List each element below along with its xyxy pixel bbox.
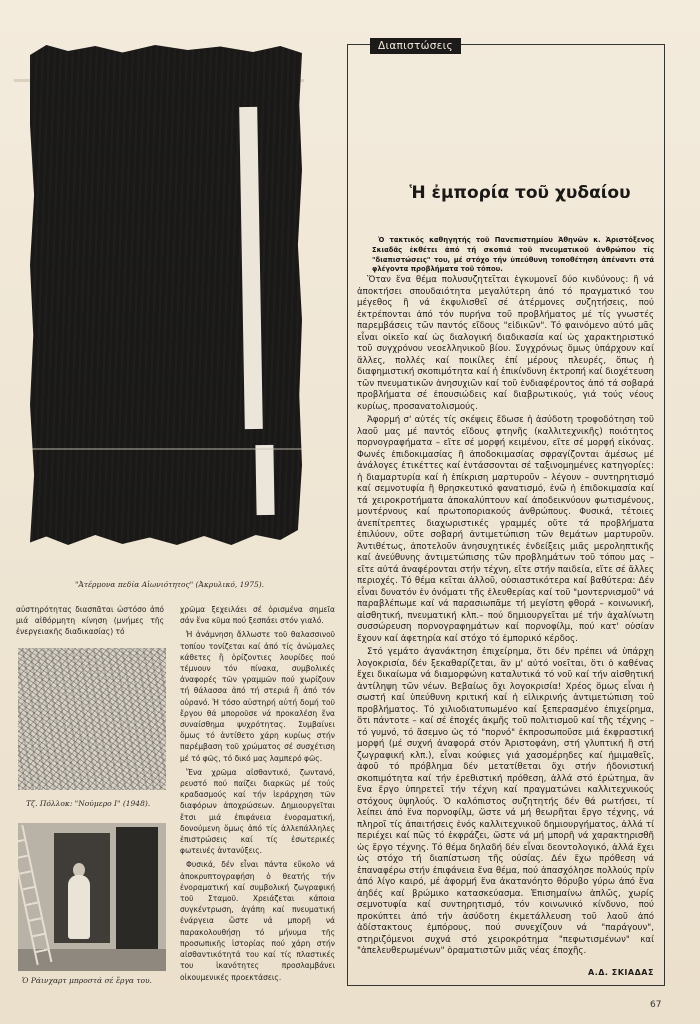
middle-paragraph: χρῶμα ξεχειλάει σέ ὁρισμένα σημεῖα σάν ἕνα κῦμα πού ξεσπάει στόν γιαλό. xyxy=(180,605,335,626)
middle-paragraph: Ἕνα χρῶμα αἰσθαντικό, ζωντανό, ρευστό πού παίζει διαρκῶς μέ τούς κραδασμούς καί τήν ἱεράρχηση τῶν διαφόρων ἀποχρώσεων. Δημιουργεῖται ἔτσι μιά ἐπιφάνεια ἐνοραματική, δονούμενη ὅμως ἀπό τίς ἀλλεπάλληλες ἐπιστρώσεις καί τίς ἐσωτερικές φωτεινές ἀντανύξεις. xyxy=(180,767,335,856)
pollock-image xyxy=(18,648,166,790)
article-paragraph: Ὅταν ἕνα θέμα πολυσυζητεῖται ἐγκυμονεῖ δύο κινδύνους: ἢ νά ἀποκτήσει σπουδαιότητα μεγαλύτερη ἀπό τό πραγματικό του μέγεθος ἢ νά ἐκφυλισθεῖ σέ ἀτέρμονες συζητήσεις, πού ἐκτρέπονται ἀπό τόν πυρήνα τοῦ προβλήματος μέ τίς γνωστές παρεμβάσεις τῶν παντός εἴδους "εἰδικῶν". Τό φαινόμενο αὐτό μᾶς εἶναι οἰκεῖο καί ὡς διαλογική διαδικασία καί ὡς χαρακτηριστικό τοῦ συγχρόνου νεοελληνικοῦ βίου. Συγχρόνως ὅμως ὑπάρχουν καί ἄλλες, πολλές καί ποικίλες ἐπί μέρους πλευρές, ὅπως ἡ διαφημιστική σκοπιμότητα καί ἡ ἐπικίνδυνη ἐκτροπή καί διοχέτευση τῶν πνευματικῶν ἀνησυχιῶν καί τοῦ ἐνδιαφέροντος ἀπό τά σοβαρά προβλήματα σέ ἐπουσιώδεις καί διαβρωτικούς, γιά τούς νέους κυρίως, προσανατολισμούς. xyxy=(357,275,654,412)
painting-white-stripe xyxy=(239,107,263,429)
painting-caption: "Ἀτέρμονα πεδία Αἰωνιότητος" (Ἀκρυλικό, 1975). xyxy=(75,580,265,589)
reinhardt-caption: Ὁ Ράινχαρτ μπροστά σέ ἔργα του. xyxy=(22,976,152,985)
middle-column-text xyxy=(180,604,335,986)
article-signature: Α.Δ. ΣΚΙΑΔΑΣ xyxy=(588,968,654,977)
page-number: 67 xyxy=(650,1000,662,1010)
reinhardt-photo xyxy=(18,823,166,971)
article-body xyxy=(357,275,654,960)
photo-ladder xyxy=(18,825,52,965)
photo-person xyxy=(68,875,90,939)
article-paragraph: Ἀφορμή σ' αὐτές τίς σκέψεις ἔδωσε ἡ ἀσύδοτη τροφοδότηση τοῦ λαοῦ μας μέ παντός εἴδους φτηνῆς (καλλιτεχνικῆς) ποιότητος πορνογραφήματα – εἴτε σέ μορφή κειμένου, εἴτε σέ μορφή εἰκόνας. Φωνές ἐπιδοκιμασίας ἢ ἀποδοκιμασίας σφραγίζονται ἀμέσως μέ ἀνάλογες ἐτικέττες καί ἐντάσσονται σέ ταξινομημένες κατηγορίες: ἡ διαμαρτυρία καί ἡ ἐπίκριση μαρτυροῦν – λέγουν – συντηρητισμό καί σεμνοτυφία ἢ θρησκευτικό φανατισμό, ἐνῶ ἡ ἐπιδοκιμασία καί τά χειροκροτήματα ἀποκαλύπτουν καί ἀποδεικνύουν φωτισμένους, μοντέρνους καί πρωτοποριακούς ἀνθρώπους. Φυσικά, τέτοιες ἀνεπίτρεπτες διαχωριστικές γραμμές οὔτε τά προβλήματα ἐπιλύουν, οὔτε σοβαρή ἀντιμετώπιση τῶν θεμάτων μαρτυροῦν. Ἀντιθέτως, ἀποτελοῦν ἀνησυχητικές ἐνδείξεις μιᾶς μεροληπτικῆς καί ἀνεύθυνης ἀντιμετώπισης τῶν προβλημάτων τοῦ τόπου μας – εἴτε αὐτά ἀναφέρονται στήν τέχνη, εἴτε στήν παιδεία, εἴτε σέ ἄλλες περιοχές. Τό θέμα κεῖται ἀλλοῦ, οὐσιαστικότερα καί βαθύτερα: Δέν εἶναι δυνατόν ἐν ὀνόματι τῆς ἐλευθερίας καί τοῦ "μοντερνισμοῦ" νά παραβλέπωμε καί νά παρασιωπᾶμε τή μεγίστη φθορά – κοινωνική, αἰσθητική, πνευματική κλπ.– πού δημιουργεῖται μέ τήν ἀχαλίνωτη συσσώρευση πορνογραφημάτων καί πορνοφίλμ, πού κατ' οὐσίαν ἔχουν καί ἀφετηρία καί στόχο τό ἐμπορικό κέρδος. xyxy=(357,415,654,644)
left-column-paragraph: αὐστηρότητας διασπᾶται ὡστόσο ἀπό μιά αἰθόρμητη κίνηση (μνήμες τῆς ἐνεργειακῆς διαδικασίας) τό xyxy=(16,605,164,637)
article-headline: Ἡ ἐμπορία τοῦ χυδαίου xyxy=(409,183,631,203)
painting-image xyxy=(30,45,302,545)
left-column-text xyxy=(16,604,164,641)
article-lead: Ὁ τακτικός καθηγητής τοῦ Πανεπιστημίου Ἀθηνῶν κ. Ἀριστόξενος Σκιαδᾶς ἐκθέτει ἀπό τή σκοπιά τοῦ πνευματικοῦ ἀνθρώπου τίς "διαπιστώσεις" του, μέ στόχο τήν ὑπεύθυνη τοποθέτηση ἀπέναντι στά φλέγοντα προβλήματα τοῦ τόπου. xyxy=(372,236,654,274)
section-tag: Διαπιστώσεις xyxy=(370,38,461,54)
middle-paragraph: Ἡ ἀνάμνηση ἄλλωστε τοῦ θαλασσινοῦ τοπίου τονίζεται καί ἀπό τίς ἀνώμαλες κάθετες ἢ ὁρίζοντιες λουρίδες πού τέμνουν τόν πίνακα, συμβολικές ἀναφορές τῶν γραμμῶν πού χωρίζουν τή θάλασσα ἀπό τή στεριά ἢ ἀπό τόν οὐρανό. Ἡ τόσο αὐστηρή αὐτή δομή τοῦ ἔργου θά μποροῦσε νά προκαλέση ἕνα συναίσθημα ψυχρότητας. Συμβαίνει ὅμως τό ἀντίθετο χάρη κυρίως στήν παρέμβαση τοῦ χρώματος σέ συσχέτιση μέ τό φῶς, τό δικό μας λαμπερό φῶς. xyxy=(180,630,335,763)
painting-crease xyxy=(30,448,302,450)
pollock-caption: Τζ. Πόλλοκ: "Νούμερο Ι" (1948). xyxy=(26,799,151,808)
middle-paragraph: Φυσικά, δέν εἶναι πάντα εὔκολο νά ἀποκρυπτογραφήση ὁ θεατής τήν ἐνοραματική καί συμβολική ζωγραφική τοῦ Σταμοῦ. Χρειάζεται κάποια συγκέντρωση, ἀγάπη καί πνευματική ἐνάργεια ὥστε νά μπορῆ νά παρακολουθήσῃ τό μήνυμα τῆς προσωπικῆς ἱστορίας πού χάρη στήν αἰσθαντικότητά του καί τίς πλαστικές του ἱκανότητες προσλαμβάνει οἰκουμενικές προεκτάσεις. xyxy=(180,860,335,982)
painting-white-stripe-lower xyxy=(255,445,274,515)
article-paragraph: Στό γεμάτο ἀγανάκτηση ἐπιχείρημα, ὅτι δέν πρέπει νά ὑπάρχη λογοκρισία, δέν ξεκαθαρίζεται, ἂν μ' αὐτό νοεῖται, ὅτι ὁ καθένας ἔχει δικαίωμα νά διαμορφώνη καταλυτικά τό νοῦ καί τήν αἰσθητική ἀντίληψη τῶν νέων. Βεβαίως ὄχι λογοκρισία! Χρέος ὅμως εἶναι ἡ σωστή καί ὑπεύθυνη κριτική καί ἡ εἰλικρινής ἀντιμετώπιση τοῦ προβλήματος. Τό χιλιοδιατυπωμένο καί ξεπερασμένο ἐπιχείρημα, ὅτι πάντοτε – καί σέ ἐποχές ἀκμῆς τοῦ πολιτισμοῦ καί τῆς τέχνης – τό γυμνό, τό ἄσεμνο ὡς τό "πορνό" ἐκπροσωποῦσε μιά ἐκφραστική μορφή (μέ συχνή ἀναφορά στόν Ἀριστοφάνη, στή γλυπτική ἢ στή ζωγραφική κλπ.), εἶναι κούφιες γιά χασομέρηδες καί ἡμιμαθεῖς, ἀφοῦ τό πρόβλημα δέν μετατίθεται ὄχι στήν ἠδονιστική σκοπιμότητα καί τήν ἐρεθιστική πρόθεση, ἀλλά στό ἐρώτημα, ἂν ἕνα ἔργο ὑπηρετεῖ τήν τέχνη καί πραγματώνει καλλιτεχνικούς στόχους ὑψηλούς. Ὁ καλόπιστος συζητητής δέν θά ρωτήσει, τί λείπει ἀπό ἕνα πορνοφίλμ, ὥστε νά μή θεωρῆται ἔργο τέχνης, νά πληροῖ τίς ἀπαιτήσεις ἑνός καλλιτεχνικοῦ δημιουργήματος, ἀλλά τί περιέχει καί πῶς τό ἐκφράζει, ὥστε νά μή μπορῆ νά χαρακτηρισθῆ ὡς ἔργο τέχνης. Τό θέμα δηλαδή δέν εἶναι δεοντολογικό, ἀλλά ἔχει ὡς στόχο τή διαπίστωση τῆς οὐσίας. Δέν ἔχω πρόθεση νά ἐπαναφέρω στήν ἐπιφάνεια ἕνα θέμα, πού ἀπασχόλησε πολλούς πρίν ἀπό λίγο καιρό, μέ ἀφορμή ἕνα ἀκατανόητο θόρυβο γύρω ἀπό ἕνα ἀηδές καί βρώμικο κατασκεύασμα. Ἐπισημαίνω ἁπλῶς, χωρίς σεμνοτυφία καί συντηρητισμό, τόν κοινωνικό κίνδυνο, πού προκύπτει ἀπό τήν ἀσύδοτη ἐκμετάλλευση τοῦ λαοῦ ἀπό ἀδίστακτους ἐμπόρους, πού συνεχίζουν νά "παράγουν", στηριζόμενοι συχνά στό χειροκρότημα "πεφωτισμένων" καί "ἀπελευθερωμένων" ὁραματιστῶν μιᾶς νέας ἐποχῆς. xyxy=(357,647,654,956)
photo-canvas-dark xyxy=(116,827,158,963)
